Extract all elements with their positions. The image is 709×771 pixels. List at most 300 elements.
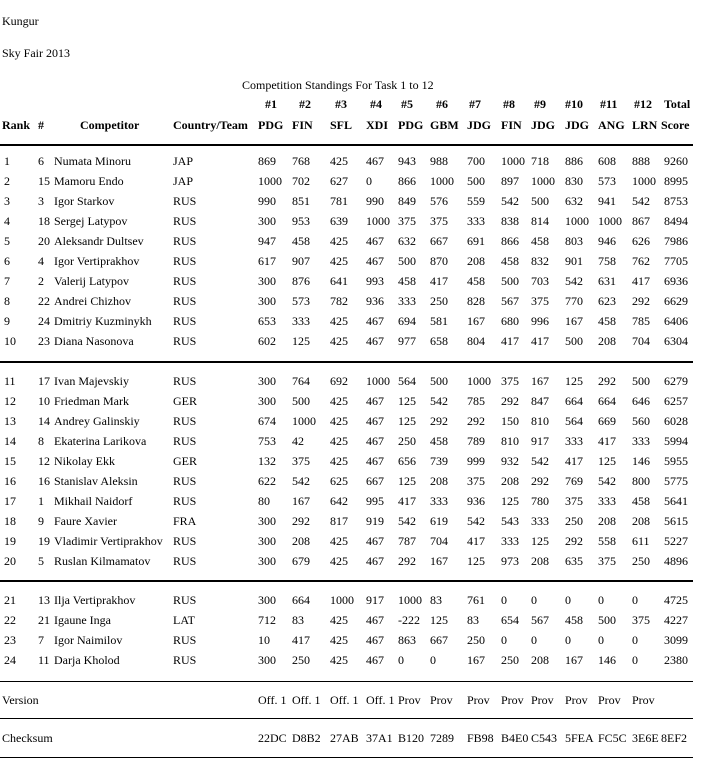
number-cell: 5 — [38, 554, 44, 568]
checksum-cell: 27AB — [330, 731, 359, 745]
score-cell: 333 — [467, 214, 485, 228]
checksum-cell: 7289 — [430, 731, 454, 745]
score-cell: 208 — [632, 514, 650, 528]
competitor-cell: Valerij Latypov — [54, 274, 129, 288]
score-cell: 425 — [330, 254, 348, 268]
score-cell: 500 — [467, 174, 485, 188]
version-cell: Prov — [430, 693, 453, 707]
score-cell: 417 — [501, 334, 519, 348]
header-task-number: #7 — [469, 97, 481, 111]
score-cell: 208 — [292, 534, 310, 548]
score-cell: 667 — [366, 474, 384, 488]
score-cell: 623 — [598, 294, 616, 308]
score-cell: 768 — [292, 154, 310, 168]
score-cell: 417 — [632, 274, 650, 288]
header-task-number: #4 — [370, 97, 382, 111]
score-cell: 785 — [632, 314, 650, 328]
rank-cell: 18 — [4, 514, 16, 528]
score-cell: 467 — [366, 234, 384, 248]
score-cell: 866 — [501, 234, 519, 248]
number-cell: 4 — [38, 254, 44, 268]
country-cell: RUS — [173, 633, 197, 647]
competitor-cell: Vladimir Vertiprakhov — [54, 534, 163, 548]
score-cell: 851 — [292, 194, 310, 208]
header-task-number: #1 — [265, 97, 277, 111]
header-task-number: #8 — [503, 97, 515, 111]
score-cell: 619 — [430, 514, 448, 528]
score-cell: 417 — [598, 434, 616, 448]
country-cell: RUS — [173, 374, 197, 388]
score-cell: 425 — [330, 534, 348, 548]
score-cell: 1000 — [501, 154, 525, 168]
score-cell: 639 — [330, 214, 348, 228]
score-cell: 125 — [598, 454, 616, 468]
score-cell: 564 — [565, 414, 583, 428]
rank-cell: 13 — [4, 414, 16, 428]
divider-bottom — [0, 757, 693, 758]
score-cell: 635 — [565, 554, 583, 568]
version-cell: Off. 1 — [330, 693, 359, 707]
header-task-code: SFL — [330, 118, 353, 132]
competitor-cell: Andrey Galinskiy — [54, 414, 140, 428]
country-cell: JAP — [173, 154, 194, 168]
score-cell: 425 — [330, 394, 348, 408]
score-cell: 646 — [632, 394, 650, 408]
score-cell: 292 — [565, 534, 583, 548]
score-cell: 787 — [398, 534, 416, 548]
total-cell: 5994 — [664, 434, 688, 448]
score-cell: 542 — [292, 474, 310, 488]
header-country: Country/Team — [173, 118, 248, 132]
score-cell: 425 — [330, 653, 348, 667]
number-cell: 2 — [38, 274, 44, 288]
score-cell: 500 — [531, 194, 549, 208]
total-cell: 5615 — [664, 514, 688, 528]
number-cell: 7 — [38, 633, 44, 647]
number-cell: 17 — [38, 374, 50, 388]
version-cell: Off. 1 — [366, 693, 395, 707]
score-cell: 0 — [366, 174, 372, 188]
score-cell: 375 — [598, 554, 616, 568]
number-cell: 23 — [38, 334, 50, 348]
score-cell: 0 — [565, 633, 571, 647]
score-cell: 832 — [531, 254, 549, 268]
score-cell: 679 — [292, 554, 310, 568]
score-cell: 803 — [565, 234, 583, 248]
country-cell: RUS — [173, 593, 197, 607]
header-task-code: PDG — [258, 118, 284, 132]
score-cell: 641 — [330, 274, 348, 288]
score-cell: 828 — [467, 294, 485, 308]
score-cell: 664 — [565, 394, 583, 408]
score-cell: 250 — [565, 514, 583, 528]
score-cell: 704 — [430, 534, 448, 548]
total-cell: 6279 — [664, 374, 688, 388]
divider-group-2 — [0, 580, 693, 582]
score-cell: 667 — [430, 234, 448, 248]
score-cell: 560 — [632, 414, 650, 428]
score-cell: 993 — [366, 274, 384, 288]
score-cell: 658 — [430, 334, 448, 348]
score-cell: 780 — [531, 494, 549, 508]
total-cell: 4725 — [664, 593, 688, 607]
score-cell: 333 — [565, 434, 583, 448]
score-cell: 500 — [430, 374, 448, 388]
number-cell: 14 — [38, 414, 50, 428]
score-cell: 664 — [292, 593, 310, 607]
score-cell: 694 — [398, 314, 416, 328]
score-cell: 300 — [258, 593, 276, 607]
score-cell: 953 — [292, 214, 310, 228]
score-cell: 576 — [430, 194, 448, 208]
score-cell: 947 — [258, 234, 276, 248]
total-cell: 7705 — [664, 254, 688, 268]
score-cell: 250 — [632, 554, 650, 568]
competitor-cell: Ruslan Kilmamatov — [54, 554, 151, 568]
score-cell: 292 — [430, 414, 448, 428]
country-cell: RUS — [173, 534, 197, 548]
score-cell: 300 — [258, 274, 276, 288]
score-cell: 167 — [467, 653, 485, 667]
header-task-number: #3 — [335, 97, 347, 111]
score-cell: 208 — [467, 254, 485, 268]
rank-cell: 24 — [4, 653, 16, 667]
score-cell: 1000 — [598, 214, 622, 228]
score-cell: 425 — [330, 314, 348, 328]
total-cell: 6629 — [664, 294, 688, 308]
checksum-cell: 37A1 — [366, 731, 393, 745]
score-cell: 625 — [330, 474, 348, 488]
total-cell: 5227 — [664, 534, 688, 548]
score-cell: 167 — [565, 653, 583, 667]
score-cell: 467 — [366, 334, 384, 348]
score-cell: 467 — [366, 434, 384, 448]
score-cell: 1000 — [258, 174, 282, 188]
score-cell: 0 — [598, 593, 604, 607]
score-cell: 632 — [398, 234, 416, 248]
score-cell: 458 — [501, 254, 519, 268]
header-task-code: ANG — [598, 118, 625, 132]
score-cell: 0 — [632, 653, 638, 667]
country-cell: RUS — [173, 274, 197, 288]
rank-cell: 8 — [4, 294, 10, 308]
score-cell: 800 — [632, 474, 650, 488]
header-task-number: #5 — [401, 97, 413, 111]
header-task-code: LRN — [632, 118, 658, 132]
checksum-cell: 5FEA — [565, 731, 594, 745]
total-cell: 6028 — [664, 414, 688, 428]
score-cell: 863 — [398, 633, 416, 647]
rank-cell: 7 — [4, 274, 10, 288]
score-cell: 333 — [598, 494, 616, 508]
score-cell: 542 — [430, 394, 448, 408]
total-cell: 4896 — [664, 554, 688, 568]
score-cell: 703 — [531, 274, 549, 288]
competitor-cell: Aleksandr Dultsev — [54, 234, 144, 248]
score-cell: 700 — [467, 154, 485, 168]
score-cell: 292 — [292, 514, 310, 528]
score-cell: 573 — [292, 294, 310, 308]
score-cell: 564 — [398, 374, 416, 388]
score-cell: 150 — [501, 414, 519, 428]
score-cell: 542 — [531, 454, 549, 468]
score-cell: 558 — [598, 534, 616, 548]
score-cell: 542 — [632, 194, 650, 208]
score-cell: 500 — [501, 274, 519, 288]
country-cell: LAT — [173, 613, 195, 627]
score-cell: 1000 — [366, 374, 390, 388]
score-cell: 425 — [330, 154, 348, 168]
competitor-cell: Igor Vertiprakhov — [54, 254, 140, 268]
score-cell: 1000 — [398, 593, 422, 607]
divider-group-1 — [0, 361, 693, 363]
header-task-code: JDG — [565, 118, 589, 132]
score-cell: 664 — [598, 394, 616, 408]
number-cell: 1 — [38, 494, 44, 508]
country-cell: RUS — [173, 254, 197, 268]
country-cell: RUS — [173, 554, 197, 568]
country-cell: JAP — [173, 174, 194, 188]
score-cell: 907 — [292, 254, 310, 268]
score-cell: 667 — [430, 633, 448, 647]
number-cell: 16 — [38, 474, 50, 488]
checksum-cell: B120 — [398, 731, 425, 745]
checksum-cell: C543 — [531, 731, 558, 745]
score-cell: 977 — [398, 334, 416, 348]
score-cell: 936 — [467, 494, 485, 508]
score-cell: 0 — [531, 633, 537, 647]
header-rank: Rank — [2, 118, 31, 132]
score-cell: 990 — [258, 194, 276, 208]
score-cell: 467 — [366, 633, 384, 647]
score-cell: 973 — [501, 554, 519, 568]
rank-cell: 21 — [4, 593, 16, 607]
number-cell: 22 — [38, 294, 50, 308]
score-cell: 417 — [398, 494, 416, 508]
header-total: Total — [664, 97, 691, 111]
score-cell: 999 — [467, 454, 485, 468]
score-cell: 250 — [467, 633, 485, 647]
total-cell: 6406 — [664, 314, 688, 328]
country-cell: RUS — [173, 294, 197, 308]
header-task-number: #10 — [565, 97, 583, 111]
score-cell: 125 — [565, 374, 583, 388]
score-cell: 458 — [430, 434, 448, 448]
country-cell: RUS — [173, 653, 197, 667]
score-cell: 132 — [258, 454, 276, 468]
rank-cell: 22 — [4, 613, 16, 627]
score-cell: 458 — [398, 274, 416, 288]
score-cell: 632 — [565, 194, 583, 208]
score-cell: 573 — [598, 174, 616, 188]
score-cell: 782 — [330, 294, 348, 308]
score-cell: 0 — [632, 633, 638, 647]
version-cell: Prov — [598, 693, 621, 707]
score-cell: 125 — [501, 494, 519, 508]
rank-cell: 1 — [4, 154, 10, 168]
score-cell: 250 — [430, 294, 448, 308]
score-cell: 781 — [330, 194, 348, 208]
score-cell: 769 — [565, 474, 583, 488]
score-cell: 631 — [598, 274, 616, 288]
score-cell: 292 — [598, 374, 616, 388]
total-cell: 5641 — [664, 494, 688, 508]
score-cell: 764 — [292, 374, 310, 388]
score-cell: 1000 — [366, 214, 390, 228]
score-cell: 814 — [531, 214, 549, 228]
total-cell: 6304 — [664, 334, 688, 348]
score-cell: 804 — [467, 334, 485, 348]
score-cell: 838 — [501, 214, 519, 228]
score-cell: 817 — [330, 514, 348, 528]
score-cell: 458 — [632, 494, 650, 508]
score-cell: 425 — [330, 234, 348, 248]
score-cell: 0 — [598, 633, 604, 647]
score-cell: 167 — [565, 314, 583, 328]
score-cell: 753 — [258, 434, 276, 448]
competitor-cell: Igaune Inga — [54, 613, 111, 627]
header-task-number: #11 — [600, 97, 618, 111]
header-task-number: #9 — [534, 97, 546, 111]
number-cell: 10 — [38, 394, 50, 408]
country-cell: RUS — [173, 314, 197, 328]
score-cell: 208 — [501, 474, 519, 488]
score-cell: 467 — [366, 534, 384, 548]
rank-cell: 12 — [4, 394, 16, 408]
score-cell: 467 — [366, 414, 384, 428]
checksum-total: 8EF2 — [661, 731, 688, 745]
score-cell: 0 — [398, 653, 404, 667]
score-cell: 458 — [598, 314, 616, 328]
score-cell: 500 — [565, 334, 583, 348]
score-cell: 542 — [501, 194, 519, 208]
score-cell: 425 — [330, 434, 348, 448]
score-cell: 375 — [430, 214, 448, 228]
score-cell: 0 — [501, 593, 507, 607]
score-cell: 567 — [501, 294, 519, 308]
number-cell: 3 — [38, 194, 44, 208]
score-cell: 467 — [366, 554, 384, 568]
score-cell: 417 — [292, 633, 310, 647]
competitor-cell: Igor Naimilov — [54, 633, 123, 647]
score-cell: 146 — [598, 653, 616, 667]
rank-cell: 4 — [4, 214, 10, 228]
score-cell: 810 — [531, 414, 549, 428]
rank-cell: 14 — [4, 434, 16, 448]
competitor-cell: Mamoru Endo — [54, 174, 124, 188]
competitor-cell: Ekaterina Larikova — [54, 434, 147, 448]
score-cell: 1000 — [430, 174, 454, 188]
total-cell: 4227 — [664, 613, 688, 627]
score-cell: 758 — [598, 254, 616, 268]
score-cell: 669 — [598, 414, 616, 428]
header-task-code: FIN — [501, 118, 522, 132]
competitor-cell: Ivan Majevskiy — [54, 374, 129, 388]
competitor-cell: Diana Nasonova — [54, 334, 134, 348]
score-cell: 333 — [292, 314, 310, 328]
score-cell: 417 — [467, 534, 485, 548]
score-cell: 542 — [565, 274, 583, 288]
score-cell: 333 — [531, 514, 549, 528]
score-cell: 292 — [501, 394, 519, 408]
score-cell: 300 — [258, 514, 276, 528]
number-cell: 9 — [38, 514, 44, 528]
score-cell: 704 — [632, 334, 650, 348]
score-cell: 680 — [501, 314, 519, 328]
country-cell: RUS — [173, 494, 197, 508]
score-cell: 581 — [430, 314, 448, 328]
header-score: Score — [661, 118, 690, 132]
score-cell: 467 — [366, 613, 384, 627]
score-cell: 375 — [632, 613, 650, 627]
number-cell: 21 — [38, 613, 50, 627]
score-cell: 1000 — [330, 593, 354, 607]
score-cell: 83 — [430, 593, 442, 607]
score-cell: 333 — [501, 534, 519, 548]
version-cell: Prov — [632, 693, 655, 707]
score-cell: 458 — [565, 613, 583, 627]
number-cell: 18 — [38, 214, 50, 228]
competitor-cell: Igor Starkov — [54, 194, 115, 208]
score-cell: 500 — [598, 613, 616, 627]
score-cell: 0 — [501, 633, 507, 647]
score-cell: 830 — [565, 174, 583, 188]
version-cell: Prov — [565, 693, 588, 707]
country-cell: RUS — [173, 414, 197, 428]
score-cell: 870 — [430, 254, 448, 268]
number-cell: 20 — [38, 234, 50, 248]
score-cell: 761 — [467, 593, 485, 607]
checksum-cell: D8B2 — [292, 731, 321, 745]
header-task-code: XDI — [366, 118, 389, 132]
version-cell: Prov — [398, 693, 421, 707]
number-cell: 6 — [38, 154, 44, 168]
score-cell: 208 — [430, 474, 448, 488]
score-cell: 375 — [398, 214, 416, 228]
score-cell: 425 — [330, 554, 348, 568]
score-cell: 946 — [598, 234, 616, 248]
total-cell: 6936 — [664, 274, 688, 288]
score-cell: 611 — [632, 534, 650, 548]
score-cell: 300 — [258, 653, 276, 667]
total-cell: 6257 — [664, 394, 688, 408]
score-cell: 642 — [330, 494, 348, 508]
score-cell: 622 — [258, 474, 276, 488]
score-cell: 1000 — [531, 174, 555, 188]
score-cell: 83 — [467, 613, 479, 627]
score-cell: 1000 — [565, 214, 589, 228]
score-cell: 542 — [398, 514, 416, 528]
score-cell: 292 — [632, 294, 650, 308]
score-cell: 500 — [398, 254, 416, 268]
score-cell: 417 — [565, 454, 583, 468]
country-cell: RUS — [173, 474, 197, 488]
score-cell: 292 — [531, 474, 549, 488]
score-cell: 300 — [258, 534, 276, 548]
score-cell: 901 — [565, 254, 583, 268]
rank-cell: 2 — [4, 174, 10, 188]
score-cell: 208 — [531, 653, 549, 667]
score-cell: 653 — [258, 314, 276, 328]
total-cell: 7986 — [664, 234, 688, 248]
score-cell: 125 — [531, 534, 549, 548]
score-cell: 458 — [467, 274, 485, 288]
rank-cell: 20 — [4, 554, 16, 568]
header-task-number: #2 — [299, 97, 311, 111]
score-cell: 0 — [430, 653, 436, 667]
total-cell: 8753 — [664, 194, 688, 208]
country-cell: RUS — [173, 334, 197, 348]
